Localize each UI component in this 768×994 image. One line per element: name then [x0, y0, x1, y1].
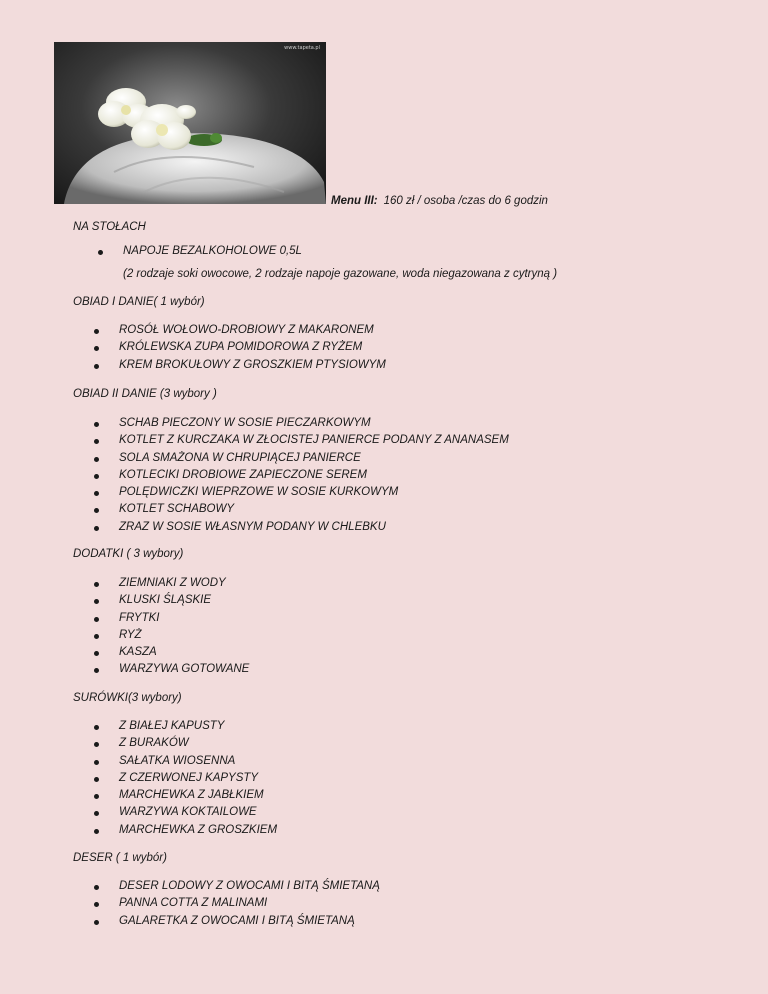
list-item: DESER LODOWY Z OWOCAMI I BITĄ ŚMIETANĄ [119, 878, 380, 895]
bullet-icon [94, 526, 99, 531]
list-second-course [119, 415, 509, 536]
list-item: Z CZERWONEJ KAPYSTY [119, 770, 277, 787]
list-item: NAPOJE BEZALKOHOLOWE 0,5L [123, 243, 302, 260]
list-dessert [119, 878, 380, 930]
list-item: KOTLECIKI DROBIOWE ZAPIECZONE SEREM [119, 467, 509, 484]
section-heading-sides: DODATKI ( 3 wybory) [73, 548, 184, 560]
bullet-icon [94, 364, 99, 369]
list-item: POLĘDWICZKI WIEPRZOWE W SOSIE KURKOWYM [119, 484, 509, 501]
list-item: Z BURAKÓW [119, 735, 277, 752]
bullet-icon [94, 457, 99, 462]
bullet-icon [94, 329, 99, 334]
list-item: SAŁATKA WIOSENNA [119, 753, 277, 770]
bullet-icon [94, 811, 99, 816]
bullet-icon [94, 474, 99, 479]
menu-header [331, 195, 548, 207]
bullet-icon [94, 599, 99, 604]
bullet-icon [94, 794, 99, 799]
list-item: FRYTKI [119, 610, 249, 627]
bullet-icon [94, 582, 99, 587]
list-item: MARCHEWKA Z GROSZKIEM [119, 822, 277, 839]
list-item: ZIEMNIAKI Z WODY [119, 575, 249, 592]
bullet-icon [94, 885, 99, 890]
section-heading-salads: SURÓWKI(3 wybory) [73, 692, 182, 704]
bullet-icon [94, 760, 99, 765]
list-tables [123, 243, 302, 260]
image-watermark: www.tapeta.pl [284, 45, 320, 51]
list-item: WARZYWA KOKTAILOWE [119, 804, 277, 821]
flower-photo [54, 42, 326, 204]
list-item: SOLA SMAŻONA W CHRUPIĄCEJ PANIERCE [119, 450, 509, 467]
bullet-icon [94, 777, 99, 782]
list-item: PANNA COTTA Z MALINAMI [119, 895, 380, 912]
menu-price: 160 zł / osoba /czas do 6 godzin [383, 195, 548, 207]
menu-title: Menu III: [331, 195, 378, 207]
drinks-note: (2 rodzaje soki owocowe, 2 rodzaje napoje gazowane, woda niegazowana z cytryną ) [123, 268, 558, 280]
bullet-icon [94, 439, 99, 444]
list-item: KREM BROKUŁOWY Z GROSZKIEM PTYSIOWYM [119, 357, 386, 374]
list-item: RYŻ [119, 627, 249, 644]
bullet-icon [94, 346, 99, 351]
list-sides [119, 575, 249, 679]
list-salads [119, 718, 277, 839]
list-item: MARCHEWKA Z JABŁKIEM [119, 787, 277, 804]
list-item: WARZYWA GOTOWANE [119, 661, 249, 678]
bullet-icon [94, 491, 99, 496]
bullet-icon [94, 651, 99, 656]
bullet-icon [94, 617, 99, 622]
bullet-icon [94, 829, 99, 834]
list-item: KASZA [119, 644, 249, 661]
list-item: ROSÓŁ WOŁOWO-DROBIOWY Z MAKARONEM [119, 322, 386, 339]
section-heading-dessert: DESER ( 1 wybór) [73, 852, 167, 864]
list-item: KLUSKI ŚLĄSKIE [119, 592, 249, 609]
list-item: Z BIAŁEJ KAPUSTY [119, 718, 277, 735]
list-item: KOTLET SCHABOWY [119, 501, 509, 518]
bullet-icon [94, 725, 99, 730]
bullet-icon [94, 902, 99, 907]
list-item: GALARETKA Z OWOCAMI I BITĄ ŚMIETANĄ [119, 913, 380, 930]
bullet-icon [94, 920, 99, 925]
bullet-icon [94, 422, 99, 427]
section-heading-second-course: OBIAD II DANIE (3 wybory ) [73, 388, 217, 400]
white-flowers-illustration [54, 42, 326, 204]
bullet-icon [94, 634, 99, 639]
list-item: SCHAB PIECZONY W SOSIE PIECZARKOWYM [119, 415, 509, 432]
list-first-course [119, 322, 386, 374]
bullet-icon [98, 250, 103, 255]
list-item: KRÓLEWSKA ZUPA POMIDOROWA Z RYŻEM [119, 339, 386, 356]
bullet-icon [94, 742, 99, 747]
bullet-icon [94, 668, 99, 673]
bullet-icon [94, 508, 99, 513]
section-heading-first-course: OBIAD I DANIE( 1 wybór) [73, 296, 205, 308]
list-item: ZRAZ W SOSIE WŁASNYM PODANY W CHLEBKU [119, 519, 509, 536]
section-heading-tables: NA STOŁACH [73, 221, 146, 233]
list-item: KOTLET Z KURCZAKA W ZŁOCISTEJ PANIERCE PODANY Z ANANASEM [119, 432, 509, 449]
